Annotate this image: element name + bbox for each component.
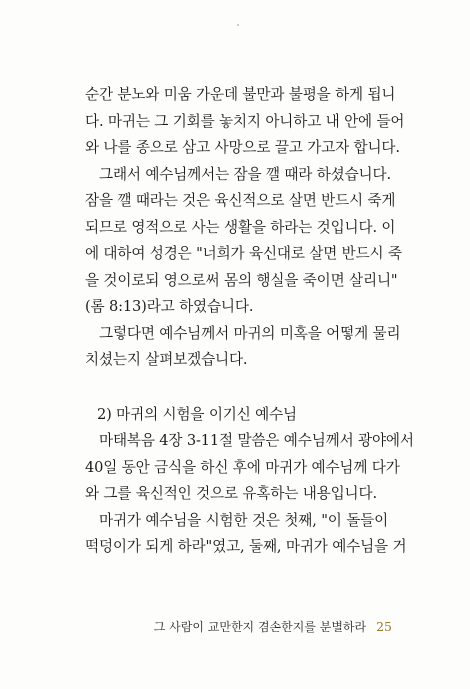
text-line: 마태복음 4장 3-11절 말씀은 예수님께서 광야에서 — [99, 432, 414, 449]
section-heading: 2) 마귀의 시험을 이기신 예수님 — [97, 405, 298, 423]
text-line: 와 나를 종으로 삼고 사망으로 끌고 가고자 합니다. — [85, 139, 400, 156]
text-line: 그래서 예수님께서는 잠을 깰 때라 하셨습니다. — [99, 165, 391, 183]
section-spacer — [85, 374, 395, 402]
text-line: (롬 8:13)라고 하였습니다. — [85, 298, 254, 315]
text-line: 그렇다면 예수님께서 마귀의 미혹을 어떻게 물리 — [99, 324, 401, 342]
body-text — [85, 82, 414, 561]
paragraph-2 — [85, 162, 402, 321]
text-line: 순간 분노와 미움 가운데 불만과 불평을 하게 됩니 — [85, 86, 396, 103]
paragraph-5 — [85, 508, 407, 561]
paragraph-1 — [85, 82, 405, 162]
text-line: 마귀가 예수님을 시험한 것은 첫째, "이 돌들이 — [99, 511, 389, 529]
paragraph-4 — [85, 428, 414, 508]
text-line: 다. 마귀는 그 기회를 놓치지 아니하고 내 안에 들어 — [85, 112, 405, 130]
page-speck — [237, 24, 239, 26]
running-title: 그 사람이 교만한지 겸손한지를 분별하라 — [153, 620, 367, 634]
text-line: 떡덩이가 되게 하라"였고, 둘째, 마귀가 예수님을 거 — [85, 538, 407, 555]
page-footer — [154, 618, 392, 635]
text-line: 와 그를 육신적인 것으로 유혹하는 내용입니다. — [85, 485, 377, 502]
text-line: 잠을 깰 때라는 것은 육신적으로 살면 반드시 죽게 — [85, 192, 396, 209]
text-line: 을 것이로되 영으로써 몸의 행실을 죽이면 살리니" — [85, 271, 398, 289]
text-line: 치셨는지 살펴보겠습니다. — [85, 351, 248, 368]
text-line: 되므로 영적으로 사는 생활을 하라는 것입니다. 이 — [85, 218, 396, 236]
text-line: 40일 동안 금식을 하신 후에 마귀가 예수님께 다가 — [85, 458, 400, 476]
page-number: 25 — [376, 619, 392, 634]
text-line: 에 대하여 성경은 "너희가 육신대로 살면 반드시 죽 — [85, 245, 402, 262]
paragraph-3 — [85, 321, 401, 374]
